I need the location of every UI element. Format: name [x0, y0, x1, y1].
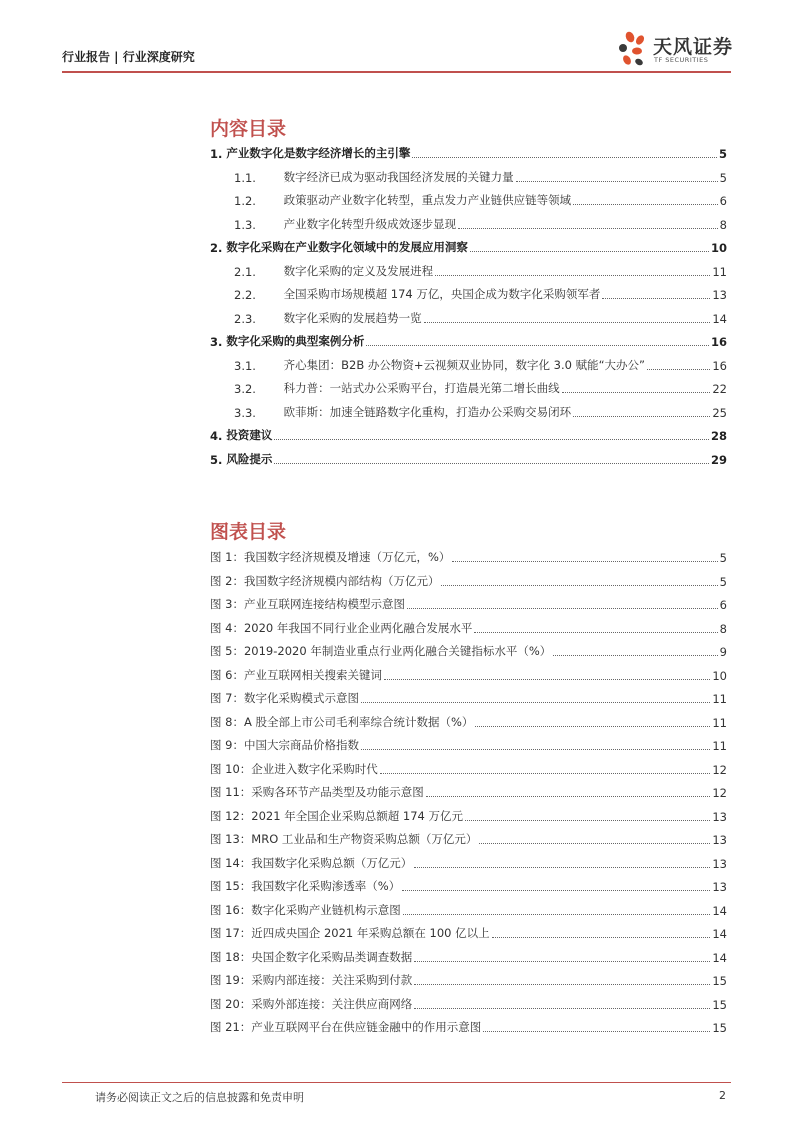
entry-number: 3.2. — [234, 382, 256, 396]
entry-page-number: 14 — [712, 311, 727, 326]
dot-leader — [435, 275, 710, 276]
entry-title: 齐心集团：B2B 办公物资+云视频双业协同，数字化 3.0 赋能“大办公” — [283, 357, 646, 372]
logo-name-cn: 天风证券 — [653, 36, 734, 58]
dot-leader — [573, 416, 710, 417]
entry-number: 4. — [210, 429, 223, 443]
entry-number: 图 13： — [210, 832, 252, 846]
entry-title: 近四成央国企 2021 年采购总额在 100 亿以上 — [251, 926, 490, 940]
entry-number: 图 17： — [210, 926, 252, 940]
dot-leader — [441, 585, 717, 586]
entry-page-number: 14 — [712, 927, 727, 941]
entry-title: 产业数字化是数字经济增长的主引擎 — [226, 146, 411, 160]
entry-page-number: 11 — [712, 715, 727, 730]
entry-page-number: 10 — [710, 241, 727, 255]
dot-leader — [274, 439, 709, 440]
entry-title: 产业互联网平台在供应链金融中的作用示意图 — [251, 1020, 482, 1034]
figure-entry[interactable] — [210, 620, 727, 636]
entry-number: 图 4： — [210, 620, 244, 635]
figure-entry[interactable] — [210, 996, 727, 1012]
entry-page-number: 13 — [712, 809, 727, 824]
figure-entry[interactable] — [210, 573, 727, 589]
entry-page-number: 12 — [712, 786, 727, 800]
entry-page-number: 5 — [718, 147, 727, 161]
entry-page-number: 14 — [712, 950, 727, 965]
dot-leader — [414, 867, 710, 868]
entry-page-number: 9 — [719, 645, 727, 659]
header-divider — [62, 71, 731, 73]
entry-title: 风险提示 — [226, 451, 273, 466]
entry-page-number: 11 — [712, 739, 727, 753]
entry-title: 数字化采购在产业数字化领域中的发展应用洞察 — [226, 240, 468, 254]
entry-number: 图 8： — [210, 714, 244, 729]
entry-title: 产业互联网连接结构模型示意图 — [243, 597, 405, 611]
entry-title: 数字经济已成为驱动我国经济发展的关键力量 — [283, 169, 514, 184]
entry-spacer — [256, 194, 284, 208]
entry-spacer — [256, 406, 284, 420]
entry-number: 2.1. — [234, 264, 256, 279]
dot-leader — [361, 702, 710, 703]
footer-disclaimer: 请务必阅读正文之后的信息披露和免责申明 — [95, 1091, 304, 1104]
entry-title: 科力普：一站式办公采购平台，打造晨光第二增长曲线 — [283, 381, 560, 395]
entry-spacer — [256, 382, 284, 396]
entry-spacer — [256, 218, 284, 232]
entry-title: 2020 年我国不同行业企业两化融合发展水平 — [243, 620, 473, 635]
entry-number: 1.2. — [234, 194, 256, 208]
dot-leader — [465, 820, 710, 821]
toc-entry[interactable] — [210, 192, 727, 208]
toc-entry[interactable] — [210, 216, 727, 232]
entry-number: 3.1. — [234, 358, 256, 373]
dot-leader — [562, 392, 711, 393]
dot-leader — [553, 655, 717, 656]
entry-page-number: 13 — [712, 856, 727, 871]
entry-title: 数字化采购的典型案例分析 — [226, 334, 365, 348]
entry-page-number: 12 — [712, 762, 727, 777]
entry-page-number: 6 — [719, 194, 727, 208]
entry-title: 2019-2020 年制造业重点行业两化融合关键指标水平（%） — [243, 644, 552, 658]
entry-number: 图 20： — [210, 996, 252, 1011]
figure-entry[interactable] — [210, 902, 727, 918]
entry-number: 图 10： — [210, 761, 252, 776]
entry-page-number: 15 — [712, 997, 727, 1012]
entry-spacer — [256, 359, 284, 373]
entry-page-number: 13 — [712, 880, 727, 894]
figure-entry[interactable] — [210, 831, 727, 847]
toc-entry[interactable] — [210, 357, 727, 373]
dot-leader — [412, 157, 717, 158]
entry-page-number: 15 — [712, 1021, 727, 1035]
figure-entry[interactable] — [210, 972, 727, 988]
entry-number: 5. — [210, 452, 223, 467]
figure-entry[interactable] — [210, 596, 727, 612]
page-header — [62, 28, 734, 74]
toc-title: 内容目录 — [210, 118, 287, 140]
entry-page-number: 13 — [712, 288, 727, 302]
logo-mark-icon — [617, 30, 651, 68]
dot-leader — [647, 369, 710, 370]
entry-title: 采购各环节产品类型及功能示意图 — [251, 785, 424, 799]
dot-leader — [426, 796, 711, 797]
entry-number: 图 9： — [210, 738, 244, 752]
entry-number: 图 5： — [210, 644, 244, 658]
entry-number: 图 3： — [210, 597, 244, 611]
entry-page-number: 16 — [712, 358, 727, 373]
dot-leader — [414, 984, 710, 985]
entry-spacer — [256, 265, 284, 279]
entry-number: 1.1. — [234, 170, 256, 185]
dot-leader — [492, 937, 711, 938]
entry-number: 3.3. — [234, 405, 256, 420]
entry-title: 央国企数字化采购品类调查数据 — [251, 949, 413, 964]
company-logo — [617, 28, 734, 68]
figure-entry[interactable] — [210, 549, 727, 565]
dot-leader — [366, 345, 709, 346]
entry-title: 全国采购市场规模超 174 万亿，央国企成为数字化采购领军者 — [283, 287, 601, 301]
figure-entry[interactable] — [210, 761, 727, 777]
dot-leader — [414, 1008, 710, 1009]
entry-number: 图 18： — [210, 949, 252, 964]
dot-leader — [414, 961, 710, 962]
toc-entry[interactable] — [210, 333, 727, 349]
entry-number: 2.3. — [234, 311, 256, 326]
dot-leader — [424, 322, 711, 323]
entry-page-number: 16 — [710, 335, 727, 349]
entry-page-number: 8 — [719, 621, 727, 636]
dot-leader — [361, 749, 710, 750]
entry-page-number: 29 — [710, 452, 727, 467]
dot-leader — [483, 1031, 710, 1032]
entry-page-number: 10 — [712, 668, 727, 683]
entry-title: A 股全部上市公司毛利率综合统计数据（%） — [243, 714, 474, 729]
figure-entry[interactable] — [210, 714, 727, 730]
dot-leader — [474, 632, 717, 633]
figure-entry[interactable] — [210, 737, 727, 753]
dot-leader — [475, 726, 710, 727]
entry-title: 欧菲斯：加速全链路数字化重构，打造办公采购交易闭环 — [283, 404, 572, 419]
report-category: 行业报告 | 行业深度研究 — [62, 50, 195, 64]
dot-leader — [452, 561, 717, 562]
toc-entry[interactable] — [210, 310, 727, 326]
dot-leader — [402, 890, 710, 891]
entry-title: 中国大宗商品价格指数 — [243, 738, 359, 752]
entry-page-number: 11 — [712, 692, 727, 706]
entry-title: 采购内部连接：关注采购到付款 — [251, 973, 413, 987]
entry-title: MRO 工业品和生产物资采购总额（万亿元） — [251, 832, 478, 846]
dot-leader — [470, 251, 709, 252]
entry-page-number: 15 — [712, 974, 727, 988]
entry-page-number: 5 — [719, 574, 727, 589]
dot-leader — [573, 204, 718, 205]
entry-number: 图 14： — [210, 855, 252, 870]
entry-page-number: 5 — [719, 551, 727, 565]
logo-name-en: TF SECURITIES — [654, 56, 709, 64]
figures-title: 图表目录 — [210, 521, 287, 543]
entry-page-number: 25 — [712, 405, 727, 420]
entry-title: 数字化采购模式示意图 — [243, 691, 359, 705]
entry-title: 产业数字化转型升级成效逐步显现 — [283, 216, 457, 231]
toc-entry[interactable] — [210, 427, 727, 443]
entry-page-number: 22 — [712, 382, 727, 396]
figure-entry[interactable] — [210, 808, 727, 824]
toc-entry[interactable] — [210, 239, 727, 255]
entry-number: 图 19： — [210, 973, 252, 987]
figure-entry[interactable] — [210, 784, 727, 800]
dot-leader — [274, 463, 709, 464]
toc-entry[interactable] — [210, 286, 727, 302]
entry-title: 采购外部连接：关注供应商网络 — [251, 996, 413, 1011]
entry-number: 图 12： — [210, 808, 252, 823]
page-number: 2 — [719, 1089, 726, 1102]
dot-leader — [380, 773, 711, 774]
footer-divider — [62, 1082, 731, 1083]
entry-spacer — [256, 288, 284, 302]
entry-title: 政策驱动产业数字化转型，重点发力产业链供应链等领域 — [283, 193, 572, 207]
entry-title: 数字化采购产业链机构示意图 — [251, 902, 401, 917]
entry-number: 图 21： — [210, 1020, 252, 1034]
dot-leader — [516, 181, 718, 182]
entry-title: 我国数字经济规模内部结构（万亿元） — [243, 573, 440, 588]
entry-number: 图 1： — [210, 550, 244, 564]
toc-entry[interactable] — [210, 169, 727, 185]
entry-page-number: 6 — [719, 598, 727, 612]
entry-number: 3. — [210, 335, 223, 349]
entry-number: 图 11： — [210, 785, 252, 799]
figure-entry[interactable] — [210, 949, 727, 965]
figure-entry[interactable] — [210, 643, 727, 659]
entry-page-number: 5 — [719, 170, 727, 185]
entry-number: 图 16： — [210, 902, 252, 917]
entry-number: 图 2： — [210, 573, 244, 588]
figure-entry[interactable] — [210, 925, 727, 941]
entry-page-number: 8 — [719, 217, 727, 232]
figure-entry[interactable] — [210, 667, 727, 683]
toc-entry[interactable] — [210, 145, 727, 161]
toc-entry[interactable] — [210, 404, 727, 420]
entry-page-number: 14 — [712, 903, 727, 918]
entry-page-number: 11 — [712, 264, 727, 279]
figure-entry[interactable] — [210, 855, 727, 871]
entry-number: 1. — [210, 147, 223, 161]
entry-spacer — [256, 312, 284, 326]
toc-entry[interactable] — [210, 451, 727, 467]
entry-number: 图 7： — [210, 691, 244, 705]
entry-title: 我国数字化采购总额（万亿元） — [251, 855, 413, 870]
entry-title: 产业互联网相关搜索关键词 — [243, 667, 382, 682]
entry-number: 图 15： — [210, 879, 252, 893]
dot-leader — [479, 843, 710, 844]
entry-title: 数字化采购的定义及发展进程 — [283, 263, 434, 278]
dot-leader — [403, 914, 711, 915]
toc-entry[interactable] — [210, 380, 727, 396]
entry-title: 我国数字经济规模及增速（万亿元，%） — [243, 550, 451, 564]
entry-title: 我国数字化采购渗透率（%） — [251, 879, 401, 893]
entry-title: 企业进入数字化采购时代 — [251, 761, 378, 776]
entry-number: 2. — [210, 241, 223, 255]
entry-title: 数字化采购的发展趋势一览 — [283, 310, 422, 325]
toc-entry[interactable] — [210, 263, 727, 279]
dot-leader — [458, 228, 718, 229]
entry-page-number: 13 — [712, 833, 727, 847]
dot-leader — [407, 608, 718, 609]
dot-leader — [384, 679, 710, 680]
entry-spacer — [256, 171, 284, 185]
entry-page-number: 28 — [710, 429, 727, 443]
entry-title: 2021 年全国企业采购总额超 174 万亿元 — [251, 808, 463, 823]
figure-entry[interactable] — [210, 878, 727, 894]
dot-leader — [602, 298, 710, 299]
entry-title: 投资建议 — [226, 428, 273, 442]
figure-entry[interactable] — [210, 690, 727, 706]
figure-entry[interactable] — [210, 1019, 727, 1035]
entry-number: 1.3. — [234, 217, 256, 232]
entry-number: 图 6： — [210, 667, 244, 682]
entry-number: 2.2. — [234, 288, 256, 302]
